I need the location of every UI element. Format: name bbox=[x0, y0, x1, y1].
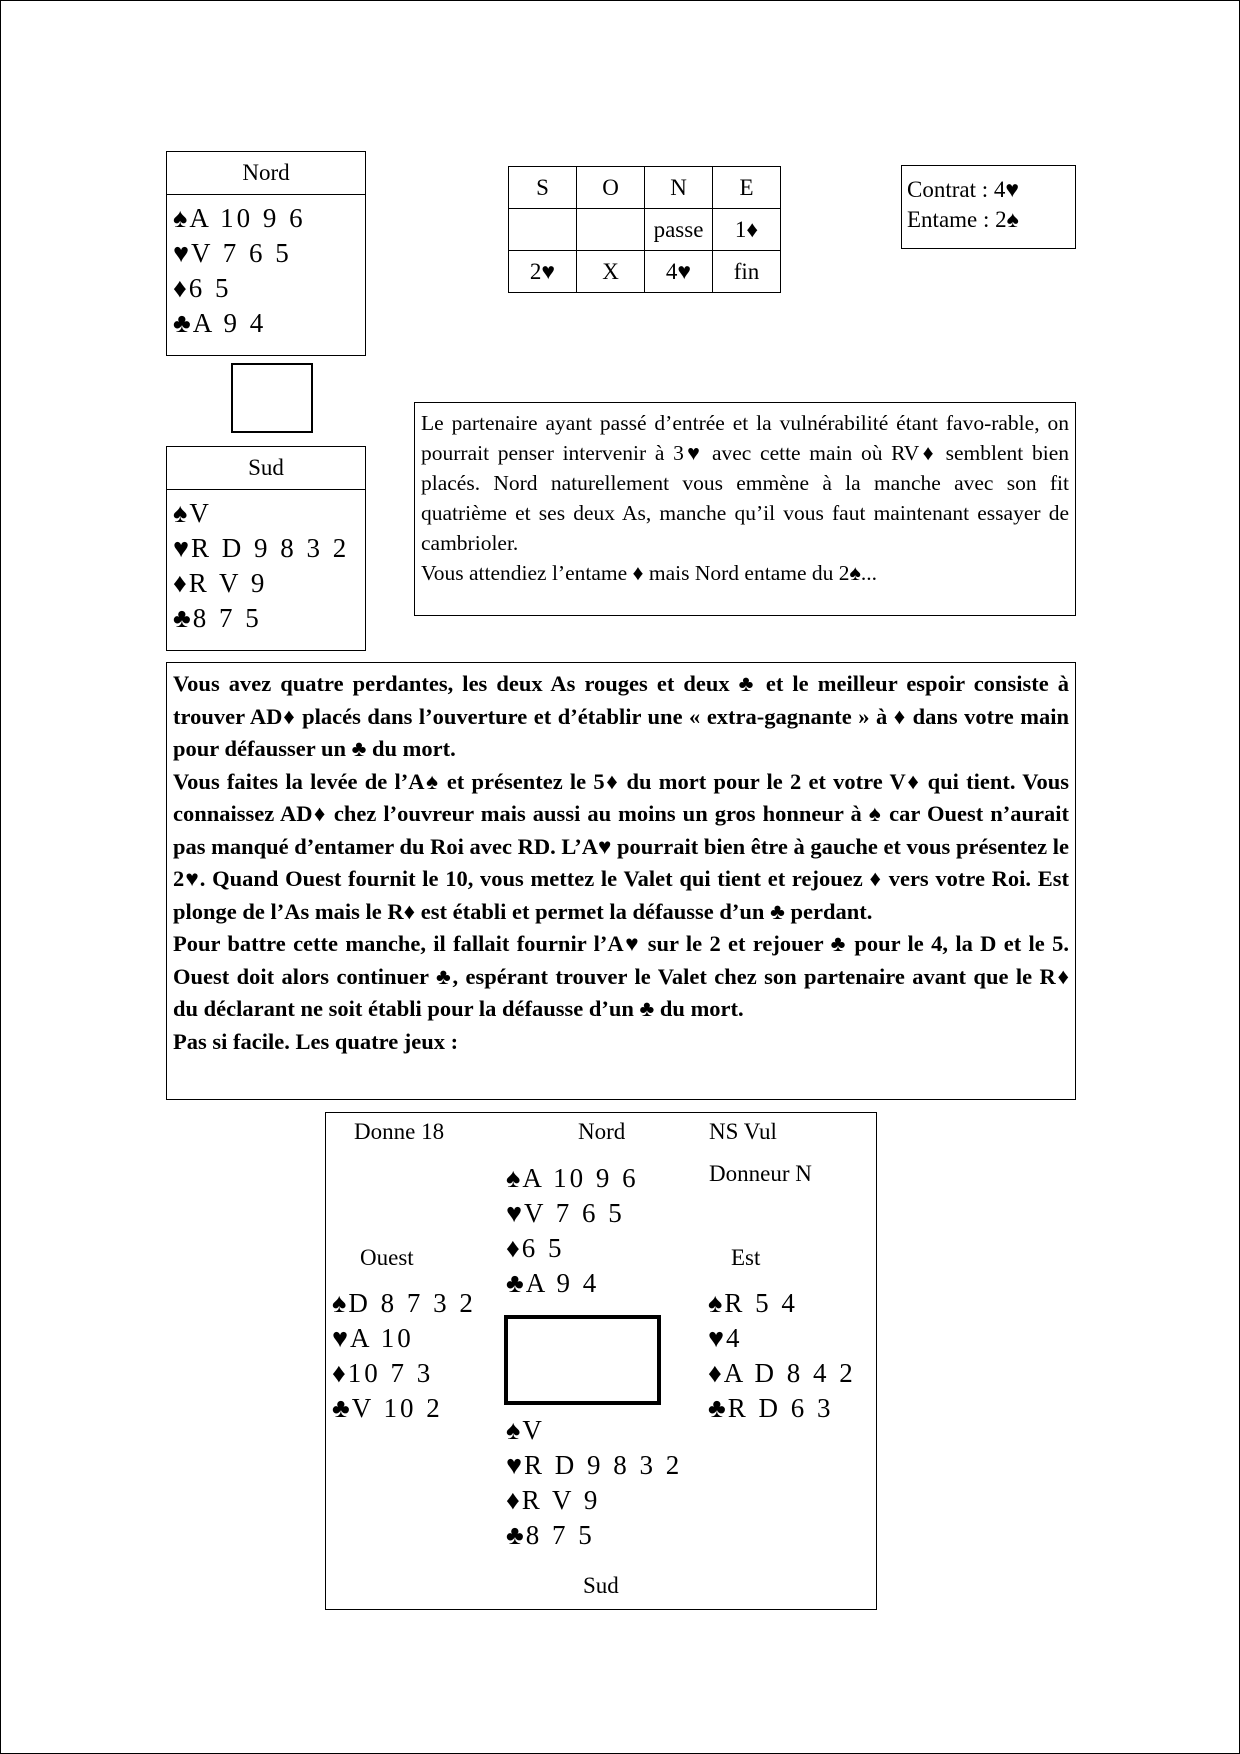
south-hearts bbox=[173, 531, 365, 566]
bid-cell: 2♥ bbox=[509, 251, 577, 293]
deal-west-label: Ouest bbox=[360, 1245, 414, 1270]
south-diamonds-cards: R V 9 bbox=[188, 568, 268, 598]
cards: A 10 bbox=[350, 1323, 414, 1353]
cards: 6 5 bbox=[521, 1233, 565, 1263]
intro-text-box bbox=[414, 402, 1076, 616]
deal-west-clubs bbox=[332, 1391, 476, 1426]
bidding-row bbox=[509, 251, 781, 293]
deal-south-diamonds bbox=[506, 1483, 682, 1518]
south-spades-cards: V bbox=[189, 498, 212, 528]
deal-south-hearts bbox=[506, 1448, 682, 1483]
club-icon: ♣ bbox=[332, 1393, 350, 1423]
solution-text-box bbox=[166, 662, 1076, 1100]
north-diamonds bbox=[173, 271, 365, 306]
intro-paragraph: Le partenaire ayant passé d’entrée et la vulnérabilité étant favo-rable, on pourrait penser intervenir à 3♥ avec cette main où RV♦ semblent bien placés. Nord naturellement vous emmène à la manche avec son fit quatrième et ses deux As, manche qu’il vous faut maintenant essayer de cambrioler. bbox=[421, 411, 1069, 555]
south-hearts-cards: R D 9 8 3 2 bbox=[191, 533, 350, 563]
bidding-table bbox=[508, 166, 781, 293]
contract-box bbox=[901, 165, 1076, 249]
cards: R V 9 bbox=[521, 1485, 601, 1515]
north-diamonds-cards: 6 5 bbox=[188, 273, 232, 303]
deal-west-hand bbox=[332, 1286, 476, 1426]
north-spades bbox=[173, 201, 365, 236]
deal-south-spades bbox=[506, 1413, 682, 1448]
diamond-icon: ♦ bbox=[173, 568, 187, 598]
deal-south-label: Sud bbox=[583, 1573, 619, 1598]
heart-icon: ♥ bbox=[173, 238, 190, 268]
intro-paragraph: Vous attendiez l’entame ♦ mais Nord entame du 2♠... bbox=[421, 561, 878, 585]
spade-icon: ♠ bbox=[506, 1163, 521, 1193]
diamond-icon: ♦ bbox=[708, 1358, 722, 1388]
club-icon: ♣ bbox=[173, 308, 191, 338]
cards: D 8 7 3 2 bbox=[348, 1288, 476, 1318]
lead-text: Entame : 2♠ bbox=[907, 207, 1019, 232]
deal-east-clubs bbox=[708, 1391, 856, 1426]
deal-number: Donne 18 bbox=[354, 1119, 445, 1144]
heart-icon: ♥ bbox=[332, 1323, 349, 1353]
club-icon: ♣ bbox=[506, 1268, 524, 1298]
spade-icon: ♠ bbox=[173, 498, 188, 528]
bid-header-west: O bbox=[577, 167, 645, 209]
cards: 10 7 3 bbox=[347, 1358, 434, 1388]
north-hand-title: Nord bbox=[167, 152, 365, 195]
spade-icon: ♠ bbox=[708, 1288, 723, 1318]
cards: A 10 9 6 bbox=[522, 1163, 639, 1193]
north-clubs bbox=[173, 306, 365, 341]
spade-icon: ♠ bbox=[173, 203, 188, 233]
cards: R 5 4 bbox=[724, 1288, 798, 1318]
heart-icon: ♥ bbox=[506, 1450, 523, 1480]
club-icon: ♣ bbox=[173, 603, 191, 633]
spade-icon: ♠ bbox=[332, 1288, 347, 1318]
bidding-row bbox=[509, 209, 781, 251]
diamond-icon: ♦ bbox=[332, 1358, 346, 1388]
north-hearts bbox=[173, 236, 365, 271]
bid-cell: passe bbox=[645, 209, 713, 251]
north-hand-box bbox=[166, 151, 366, 356]
cards: R D 6 3 bbox=[727, 1393, 834, 1423]
south-clubs-cards: 8 7 5 bbox=[192, 603, 262, 633]
contract-text: Contrat : 4♥ bbox=[907, 177, 1020, 202]
south-hand-title: Sud bbox=[167, 447, 365, 490]
north-clubs-cards: A 9 4 bbox=[192, 308, 267, 338]
club-icon: ♣ bbox=[708, 1393, 726, 1423]
solution-paragraph: Pas si facile. Les quatre jeux : bbox=[173, 1028, 459, 1054]
heart-icon: ♥ bbox=[708, 1323, 725, 1353]
cards: 4 bbox=[726, 1323, 743, 1353]
cards: 8 7 5 bbox=[525, 1520, 595, 1550]
bid-cell bbox=[577, 209, 645, 251]
bid-cell: fin bbox=[713, 251, 781, 293]
deal-east-diamonds bbox=[708, 1356, 856, 1391]
north-spades-cards: A 10 9 6 bbox=[189, 203, 306, 233]
deal-east-hearts bbox=[708, 1321, 856, 1356]
deal-diagram bbox=[325, 1112, 877, 1610]
deal-north-clubs bbox=[506, 1266, 639, 1301]
table-square bbox=[231, 363, 313, 433]
diamond-icon: ♦ bbox=[506, 1233, 520, 1263]
diamond-icon: ♦ bbox=[506, 1485, 520, 1515]
cards: A D 8 4 2 bbox=[723, 1358, 856, 1388]
deal-west-diamonds bbox=[332, 1356, 476, 1391]
cards: V 7 6 5 bbox=[524, 1198, 625, 1228]
solution-paragraph: Vous faites la levée de l’A♠ et présentez le 5♦ du mort pour le 2 et votre V♦ qui tient. Vous connaissez AD♦ chez l’ouvreur mais aussi au moins un gros honneur à ♠ car Ouest n’aurait pas manqué d’entamer du Roi avec RD. L’A♥ pourrait bien être à gauche et vous présentez le 2♥. Quand Ouest fournit le 10, vous mettez le Valet qui tient et rejouez ♦ vers votre Roi. Est plonge de l’As mais le R♦ est établi et permet la défausse d’un ♣ perdant. bbox=[173, 768, 1070, 924]
cards: R D 9 8 3 2 bbox=[524, 1450, 683, 1480]
bid-cell: 1♦ bbox=[713, 209, 781, 251]
solution-paragraph: Pour battre cette manche, il fallait fournir l’A♥ sur le 2 et rejouer ♣ pour le 4, la D et le 5. Ouest doit alors continuer ♣, espérant trouver le Valet chez son partenaire avant que le R♦ du déclarant ne soit établi pour la défausse d’un ♣ du mort. bbox=[173, 931, 1069, 1021]
deal-dealer: Donneur N bbox=[709, 1161, 812, 1186]
deal-east-label: Est bbox=[731, 1245, 761, 1270]
cards: V bbox=[522, 1415, 545, 1445]
club-icon: ♣ bbox=[506, 1520, 524, 1550]
deal-north-hand bbox=[506, 1161, 639, 1301]
north-hearts-cards: V 7 6 5 bbox=[191, 238, 292, 268]
bid-cell bbox=[509, 209, 577, 251]
bidding-header-row bbox=[509, 167, 781, 209]
deal-vulnerability: NS Vul bbox=[709, 1119, 777, 1144]
heart-icon: ♥ bbox=[506, 1198, 523, 1228]
cards: V 10 2 bbox=[351, 1393, 443, 1423]
deal-north-diamonds bbox=[506, 1231, 639, 1266]
cards: A 9 4 bbox=[525, 1268, 600, 1298]
solution-paragraph: Vous avez quatre perdantes, les deux As rouges et deux ♣ et le meilleur espoir consiste à trouver AD♦ placés dans l’ouverture et d’établir une « extra-gagnante » à ♦ dans votre main pour défausser un ♣ du mort. bbox=[173, 671, 1069, 761]
spade-icon: ♠ bbox=[506, 1415, 521, 1445]
deal-north-label: Nord bbox=[578, 1119, 626, 1144]
bid-header-east: E bbox=[713, 167, 781, 209]
deal-east-hand bbox=[708, 1286, 856, 1426]
deal-north-spades bbox=[506, 1161, 639, 1196]
deal-south-hand bbox=[506, 1413, 682, 1553]
south-diamonds bbox=[173, 566, 365, 601]
deal-east-spades bbox=[708, 1286, 856, 1321]
deal-south-clubs bbox=[506, 1518, 682, 1553]
south-spades bbox=[173, 496, 365, 531]
heart-icon: ♥ bbox=[173, 533, 190, 563]
bid-cell: 4♥ bbox=[645, 251, 713, 293]
bid-header-south: S bbox=[509, 167, 577, 209]
deal-west-spades bbox=[332, 1286, 476, 1321]
south-hand-box bbox=[166, 446, 366, 651]
bid-cell: X bbox=[577, 251, 645, 293]
deal-table-rectangle bbox=[504, 1315, 661, 1405]
deal-north-hearts bbox=[506, 1196, 639, 1231]
deal-west-hearts bbox=[332, 1321, 476, 1356]
south-clubs bbox=[173, 601, 365, 636]
bid-header-north: N bbox=[645, 167, 713, 209]
diamond-icon: ♦ bbox=[173, 273, 187, 303]
